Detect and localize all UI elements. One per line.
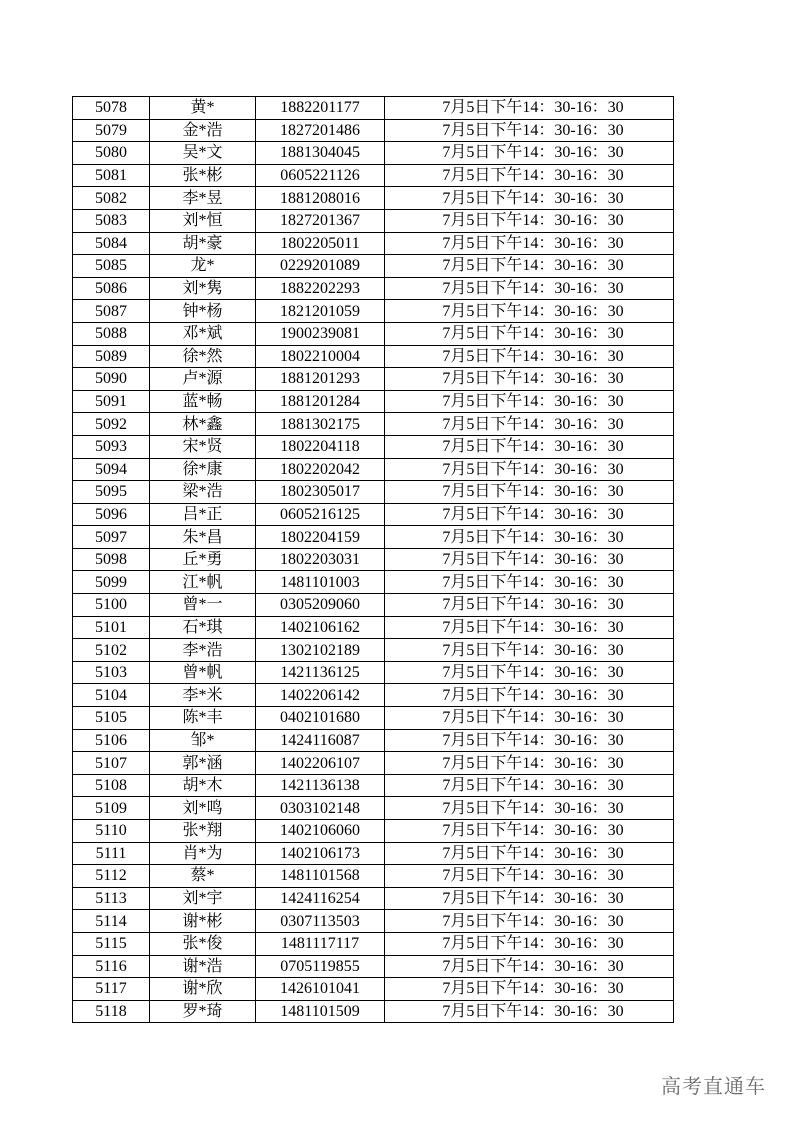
- row-number: 5091: [73, 390, 150, 413]
- exam-number: 1802204159: [256, 526, 385, 549]
- student-name: 刘*宇: [150, 887, 256, 910]
- table-row: [73, 209, 674, 232]
- row-number: 5096: [73, 503, 150, 526]
- row-number: 5104: [73, 684, 150, 707]
- exam-time: 7月5日下午14：30-16：30: [385, 639, 674, 662]
- exam-time: 7月5日下午14：30-16：30: [385, 322, 674, 345]
- exam-number: 0303102148: [256, 797, 385, 820]
- exam-time: 7月5日下午14：30-16：30: [385, 571, 674, 594]
- exam-number: 0402101680: [256, 707, 385, 730]
- student-name: 邹*: [150, 729, 256, 752]
- student-name: 江*帆: [150, 571, 256, 594]
- exam-time: 7月5日下午14：30-16：30: [385, 390, 674, 413]
- exam-time: 7月5日下午14：30-16：30: [385, 774, 674, 797]
- student-name: 吕*正: [150, 503, 256, 526]
- student-name: 卢*源: [150, 368, 256, 391]
- row-number: 5115: [73, 932, 150, 955]
- student-name: 徐*然: [150, 345, 256, 368]
- student-name: 刘*鸣: [150, 797, 256, 820]
- exam-number: 1881201284: [256, 390, 385, 413]
- exam-time: 7月5日下午14：30-16：30: [385, 458, 674, 481]
- exam-time: 7月5日下午14：30-16：30: [385, 978, 674, 1001]
- exam-number: 1827201486: [256, 119, 385, 142]
- table-row: [73, 526, 674, 549]
- exam-number: 1827201367: [256, 209, 385, 232]
- exam-time: 7月5日下午14：30-16：30: [385, 503, 674, 526]
- watermark-logo: 高考直通车: [661, 1074, 766, 1098]
- exam-number: 1481101003: [256, 571, 385, 594]
- row-number: 5099: [73, 571, 150, 594]
- exam-number: 1802203031: [256, 548, 385, 571]
- exam-time: 7月5日下午14：30-16：30: [385, 413, 674, 436]
- exam-time: 7月5日下午14：30-16：30: [385, 300, 674, 323]
- exam-number: 1402106173: [256, 842, 385, 865]
- table-row: [73, 458, 674, 481]
- row-number: 5094: [73, 458, 150, 481]
- exam-number: 1481101509: [256, 1000, 385, 1023]
- row-number: 5113: [73, 887, 150, 910]
- exam-number: 1802205011: [256, 232, 385, 255]
- table-row: [73, 594, 674, 617]
- exam-time: 7月5日下午14：30-16：30: [385, 594, 674, 617]
- exam-number: 1424116087: [256, 729, 385, 752]
- student-name: 胡*木: [150, 774, 256, 797]
- student-name: 曾*帆: [150, 661, 256, 684]
- row-number: 5106: [73, 729, 150, 752]
- student-name: 曾*一: [150, 594, 256, 617]
- table-row: [73, 413, 674, 436]
- student-name: 石*琪: [150, 616, 256, 639]
- table-row: [73, 119, 674, 142]
- exam-number: 1402106060: [256, 820, 385, 843]
- table-row: [73, 820, 674, 843]
- exam-time: 7月5日下午14：30-16：30: [385, 729, 674, 752]
- student-name: 罗*琦: [150, 1000, 256, 1023]
- student-name: 胡*豪: [150, 232, 256, 255]
- student-name: 梁*浩: [150, 481, 256, 504]
- student-name: 蓝*畅: [150, 390, 256, 413]
- row-number: 5095: [73, 481, 150, 504]
- table-row: [73, 548, 674, 571]
- table-row: [73, 887, 674, 910]
- row-number: 5088: [73, 322, 150, 345]
- exam-time: 7月5日下午14：30-16：30: [385, 661, 674, 684]
- exam-number: 1402106162: [256, 616, 385, 639]
- table-row: [73, 97, 674, 120]
- student-name: 蔡*: [150, 865, 256, 888]
- exam-number: 1881302175: [256, 413, 385, 436]
- exam-time: 7月5日下午14：30-16：30: [385, 910, 674, 933]
- exam-number: 1402206107: [256, 752, 385, 775]
- row-number: 5116: [73, 955, 150, 978]
- table-row: [73, 616, 674, 639]
- student-name: 金*浩: [150, 119, 256, 142]
- student-name: 邓*斌: [150, 322, 256, 345]
- table-row: [73, 435, 674, 458]
- row-number: 5100: [73, 594, 150, 617]
- student-name: 李*昱: [150, 187, 256, 210]
- student-name: 刘*隽: [150, 277, 256, 300]
- table-row: [73, 639, 674, 662]
- exam-time: 7月5日下午14：30-16：30: [385, 209, 674, 232]
- table-row: [73, 390, 674, 413]
- exam-number: 0605216125: [256, 503, 385, 526]
- student-name: 谢*彬: [150, 910, 256, 933]
- exam-time: 7月5日下午14：30-16：30: [385, 684, 674, 707]
- exam-time: 7月5日下午14：30-16：30: [385, 887, 674, 910]
- table-row: [73, 164, 674, 187]
- row-number: 5079: [73, 119, 150, 142]
- student-name: 丘*勇: [150, 548, 256, 571]
- student-name: 谢*欣: [150, 978, 256, 1001]
- student-name: 张*翔: [150, 820, 256, 843]
- row-number: 5114: [73, 910, 150, 933]
- table-row: [73, 187, 674, 210]
- row-number: 5081: [73, 164, 150, 187]
- row-number: 5111: [73, 842, 150, 865]
- table-row: [73, 729, 674, 752]
- exam-number: 1802202042: [256, 458, 385, 481]
- exam-time: 7月5日下午14：30-16：30: [385, 232, 674, 255]
- student-name: 刘*恒: [150, 209, 256, 232]
- table-row: [73, 368, 674, 391]
- exam-time: 7月5日下午14：30-16：30: [385, 616, 674, 639]
- student-name: 朱*昌: [150, 526, 256, 549]
- row-number: 5078: [73, 97, 150, 120]
- roster-table: [72, 96, 674, 1023]
- student-name: 肖*为: [150, 842, 256, 865]
- exam-time: 7月5日下午14：30-16：30: [385, 955, 674, 978]
- exam-number: 0605221126: [256, 164, 385, 187]
- row-number: 5109: [73, 797, 150, 820]
- row-number: 5097: [73, 526, 150, 549]
- row-number: 5112: [73, 865, 150, 888]
- student-name: 林*鑫: [150, 413, 256, 436]
- exam-time: 7月5日下午14：30-16：30: [385, 707, 674, 730]
- exam-number: 1881304045: [256, 142, 385, 165]
- exam-number: 1481101568: [256, 865, 385, 888]
- exam-number: 1424116254: [256, 887, 385, 910]
- table-row: [73, 978, 674, 1001]
- row-number: 5089: [73, 345, 150, 368]
- roster-body: [73, 97, 674, 1023]
- exam-number: 0305209060: [256, 594, 385, 617]
- row-number: 5110: [73, 820, 150, 843]
- student-name: 陈*丰: [150, 707, 256, 730]
- table-row: [73, 345, 674, 368]
- exam-number: 1882202293: [256, 277, 385, 300]
- student-name: 李*浩: [150, 639, 256, 662]
- table-row: [73, 255, 674, 278]
- exam-time: 7月5日下午14：30-16：30: [385, 842, 674, 865]
- student-name: 龙*: [150, 255, 256, 278]
- exam-time: 7月5日下午14：30-16：30: [385, 435, 674, 458]
- row-number: 5093: [73, 435, 150, 458]
- table-row: [73, 232, 674, 255]
- table-row: [73, 865, 674, 888]
- exam-number: 1402206142: [256, 684, 385, 707]
- row-number: 5117: [73, 978, 150, 1001]
- table-row: [73, 842, 674, 865]
- exam-time: 7月5日下午14：30-16：30: [385, 548, 674, 571]
- exam-time: 7月5日下午14：30-16：30: [385, 277, 674, 300]
- exam-time: 7月5日下午14：30-16：30: [385, 865, 674, 888]
- table-row: [73, 955, 674, 978]
- row-number: 5098: [73, 548, 150, 571]
- exam-time: 7月5日下午14：30-16：30: [385, 119, 674, 142]
- exam-number: 1802210004: [256, 345, 385, 368]
- row-number: 5087: [73, 300, 150, 323]
- row-number: 5085: [73, 255, 150, 278]
- exam-number: 1881208016: [256, 187, 385, 210]
- table-row: [73, 910, 674, 933]
- table-row: [73, 322, 674, 345]
- exam-number: 1882201177: [256, 97, 385, 120]
- exam-time: 7月5日下午14：30-16：30: [385, 187, 674, 210]
- exam-number: 1821201059: [256, 300, 385, 323]
- student-name: 谢*浩: [150, 955, 256, 978]
- row-number: 5101: [73, 616, 150, 639]
- row-number: 5083: [73, 209, 150, 232]
- table-row: [73, 797, 674, 820]
- row-number: 5105: [73, 707, 150, 730]
- exam-number: 1802204118: [256, 435, 385, 458]
- student-name: 李*米: [150, 684, 256, 707]
- exam-time: 7月5日下午14：30-16：30: [385, 797, 674, 820]
- row-number: 5102: [73, 639, 150, 662]
- row-number: 5107: [73, 752, 150, 775]
- table-row: [73, 571, 674, 594]
- exam-time: 7月5日下午14：30-16：30: [385, 97, 674, 120]
- row-number: 5118: [73, 1000, 150, 1023]
- exam-number: 0307113503: [256, 910, 385, 933]
- exam-time: 7月5日下午14：30-16：30: [385, 164, 674, 187]
- exam-number: 1481117117: [256, 932, 385, 955]
- student-name: 张*彬: [150, 164, 256, 187]
- exam-time: 7月5日下午14：30-16：30: [385, 526, 674, 549]
- table-row: [73, 481, 674, 504]
- table-row: [73, 707, 674, 730]
- exam-number: 1900239081: [256, 322, 385, 345]
- exam-number: 1881201293: [256, 368, 385, 391]
- exam-number: 1421136125: [256, 661, 385, 684]
- exam-number: 0229201089: [256, 255, 385, 278]
- student-name: 吴*文: [150, 142, 256, 165]
- exam-time: 7月5日下午14：30-16：30: [385, 1000, 674, 1023]
- table-row: [73, 661, 674, 684]
- row-number: 5092: [73, 413, 150, 436]
- exam-time: 7月5日下午14：30-16：30: [385, 255, 674, 278]
- student-name: 钟*杨: [150, 300, 256, 323]
- exam-time: 7月5日下午14：30-16：30: [385, 368, 674, 391]
- row-number: 5082: [73, 187, 150, 210]
- exam-time: 7月5日下午14：30-16：30: [385, 932, 674, 955]
- row-number: 5103: [73, 661, 150, 684]
- row-number: 5090: [73, 368, 150, 391]
- exam-number: 1421136138: [256, 774, 385, 797]
- table-row: [73, 300, 674, 323]
- table-row: [73, 932, 674, 955]
- student-name: 郭*涵: [150, 752, 256, 775]
- table-row: [73, 752, 674, 775]
- student-name: 宋*贤: [150, 435, 256, 458]
- exam-number: 1426101041: [256, 978, 385, 1001]
- student-name: 黄*: [150, 97, 256, 120]
- table-row: [73, 1000, 674, 1023]
- row-number: 5108: [73, 774, 150, 797]
- exam-time: 7月5日下午14：30-16：30: [385, 481, 674, 504]
- table-row: [73, 503, 674, 526]
- exam-number: 1302102189: [256, 639, 385, 662]
- row-number: 5086: [73, 277, 150, 300]
- exam-time: 7月5日下午14：30-16：30: [385, 142, 674, 165]
- table-row: [73, 142, 674, 165]
- exam-time: 7月5日下午14：30-16：30: [385, 820, 674, 843]
- exam-time: 7月5日下午14：30-16：30: [385, 345, 674, 368]
- table-row: [73, 774, 674, 797]
- student-name: 张*俊: [150, 932, 256, 955]
- student-name: 徐*康: [150, 458, 256, 481]
- table-row: [73, 684, 674, 707]
- exam-number: 1802305017: [256, 481, 385, 504]
- table-row: [73, 277, 674, 300]
- row-number: 5084: [73, 232, 150, 255]
- exam-number: 0705119855: [256, 955, 385, 978]
- exam-time: 7月5日下午14：30-16：30: [385, 752, 674, 775]
- row-number: 5080: [73, 142, 150, 165]
